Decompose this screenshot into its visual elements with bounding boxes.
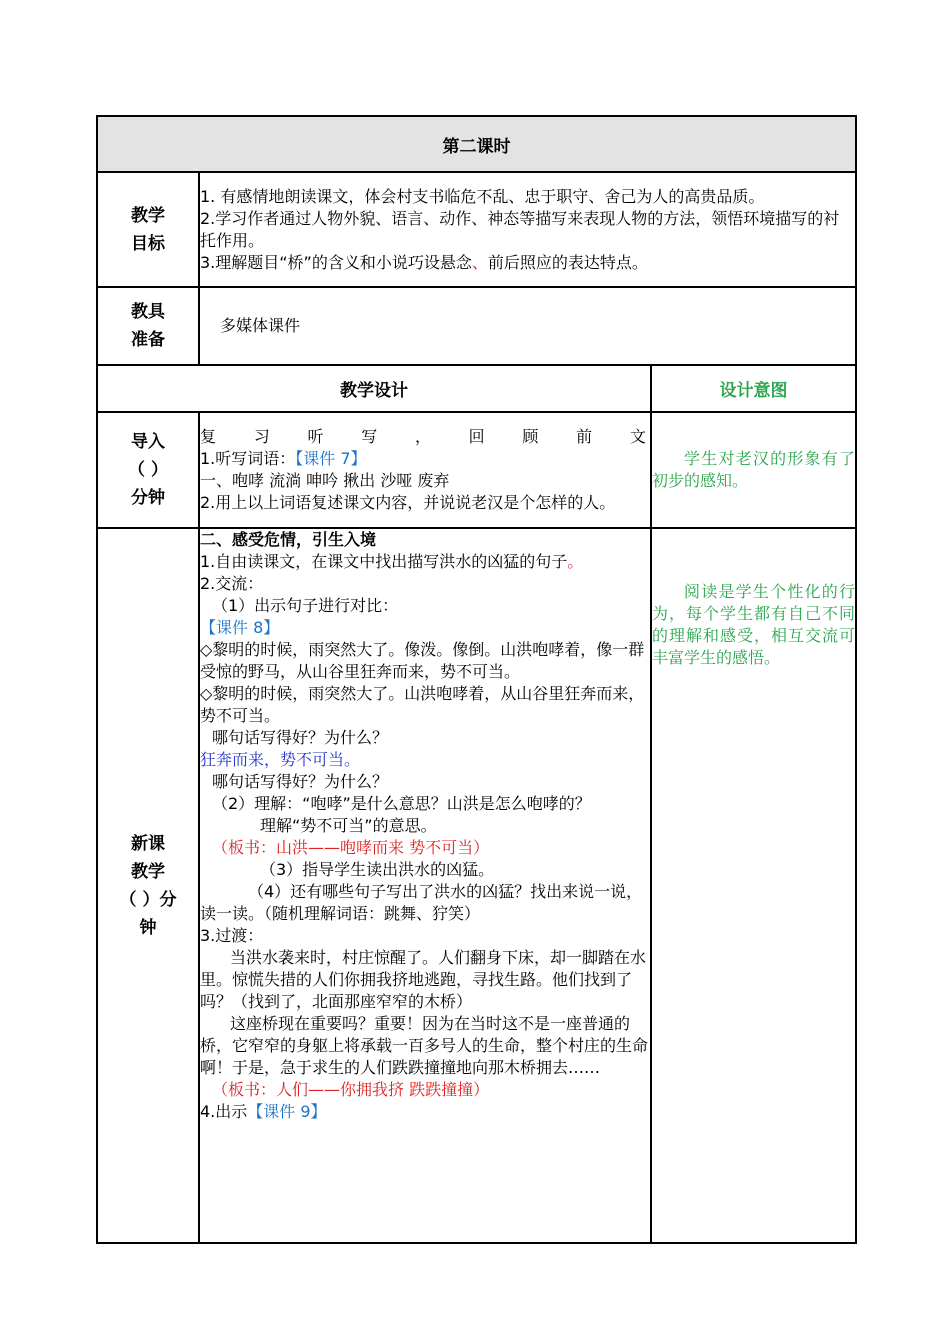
intro-content xyxy=(199,412,651,528)
newlesson-p14: （4）还有哪些句子写出了洪水的凶猛？找出来说一说，读一读。（随机理解词语：跳舞、狞笑） xyxy=(200,882,643,923)
intro-step-1: 1.听写词语：【课件 7】 xyxy=(200,449,367,468)
newlesson-label: 新课 教学 （ ）分 钟 xyxy=(97,528,199,1243)
intro-label: 导入 （ ） 分钟 xyxy=(97,412,199,528)
newlesson-p1: 1.自由读课文，在课文中找出描写洪水的凶猛的句子。 xyxy=(200,552,584,571)
goal-2: 2.学习作者通过人物外貌、语言、动作、神态等描写来表现人物的方法，领悟环境描写的衬托作用。 xyxy=(200,208,840,250)
design-heading: 教学设计 xyxy=(97,365,651,412)
lesson-plan-table xyxy=(96,115,857,1244)
question-2: 哪句话写得好？为什么？ xyxy=(212,772,389,791)
goal-1: 1. 有感情地朗读课文，体会村支书临危不乱、忠于职守、舍己为人的高贵品质。 xyxy=(200,186,765,206)
goals-label: 教学 目标 xyxy=(97,172,199,287)
intro-step-2: 2.用上以上词语复述课文内容，并说说老汉是个怎样的人。 xyxy=(200,493,616,512)
intro-intent: 学生对老汉的形象有了初步的感知。 xyxy=(651,412,856,528)
intro-word-list: 一、咆哮 流淌 呻吟 揪出 沙哑 废弃 xyxy=(200,471,450,490)
newlesson-p13: （3）指导学生读出洪水的凶猛。 xyxy=(260,860,495,879)
intro-review-line: 复 习 听 写 ， 回 顾 前 文 xyxy=(200,427,646,446)
tools-label: 教具 准备 xyxy=(97,287,199,365)
board-note-1: （板书：山洪——咆哮而来 势不可当） xyxy=(212,838,490,857)
newlesson-p3: （1）出示句子进行对比： xyxy=(212,596,399,615)
newlesson-p16: 当洪水袭来时，村庄惊醒了。人们翻身下床，却一脚踏在水里。惊慌失措的人们你拥我挤地逃跑，寻找生路。他们找到了吗？（找到了，北面那座窄窄的木桥） xyxy=(200,948,647,1011)
newlesson-p17: 这座桥现在重要吗？重要！因为在当时这不是一座普通的桥，它窄窄的身躯上将承载一百多号人的生命，整个村庄的生命啊！于是，急于求生的人们跌跌撞撞地向那木桥拥去…… xyxy=(200,1014,649,1077)
newlesson-p10: （2）理解：“咆哮”是什么意思？山洪是怎么咆哮的？ xyxy=(212,794,591,813)
newlesson-heading: 二、感受危情，引生入境 xyxy=(200,530,377,549)
sentence-b: ◇黎明的时候，雨突然大了。山洪咆哮着，从山谷里狂奔而来，势不可当。 xyxy=(200,684,645,725)
sentence-a: ◇黎明的时候，雨突然大了。像泼。像倒。山洪咆哮着，像一群受惊的野马，从山谷里狂奔而来，势不可当。 xyxy=(200,640,645,681)
answer-1: 狂奔而来，势不可当。 xyxy=(200,750,361,769)
newlesson-content xyxy=(199,528,651,1243)
newlesson-p15: 3.过渡： xyxy=(200,926,264,945)
newlesson-p19: 4.出示【课件 9】 xyxy=(200,1102,327,1121)
tools-content: 多媒体课件 xyxy=(199,287,856,365)
newlesson-intent: 阅读是学生个性化的行为，每个学生都有自己不同的理解和感受，相互交流可丰富学生的感悟。 xyxy=(651,528,856,1243)
lesson-title: 第二课时 xyxy=(97,116,856,172)
goals-content xyxy=(199,172,856,287)
newlesson-p2: 2.交流： xyxy=(200,574,264,593)
board-note-2: （板书：人们——你拥我挤 跌跌撞撞） xyxy=(212,1080,490,1099)
newlesson-p11: 理解“势不可当”的意思。 xyxy=(260,816,437,835)
intent-heading: 设计意图 xyxy=(651,365,856,412)
goal-3: 3.理解题目“桥”的含义和小说巧设悬念、前后照应的表达特点。 xyxy=(200,252,648,272)
question-1: 哪句话写得好？为什么？ xyxy=(212,728,389,747)
courseware-8: 【课件 8】 xyxy=(200,618,280,637)
